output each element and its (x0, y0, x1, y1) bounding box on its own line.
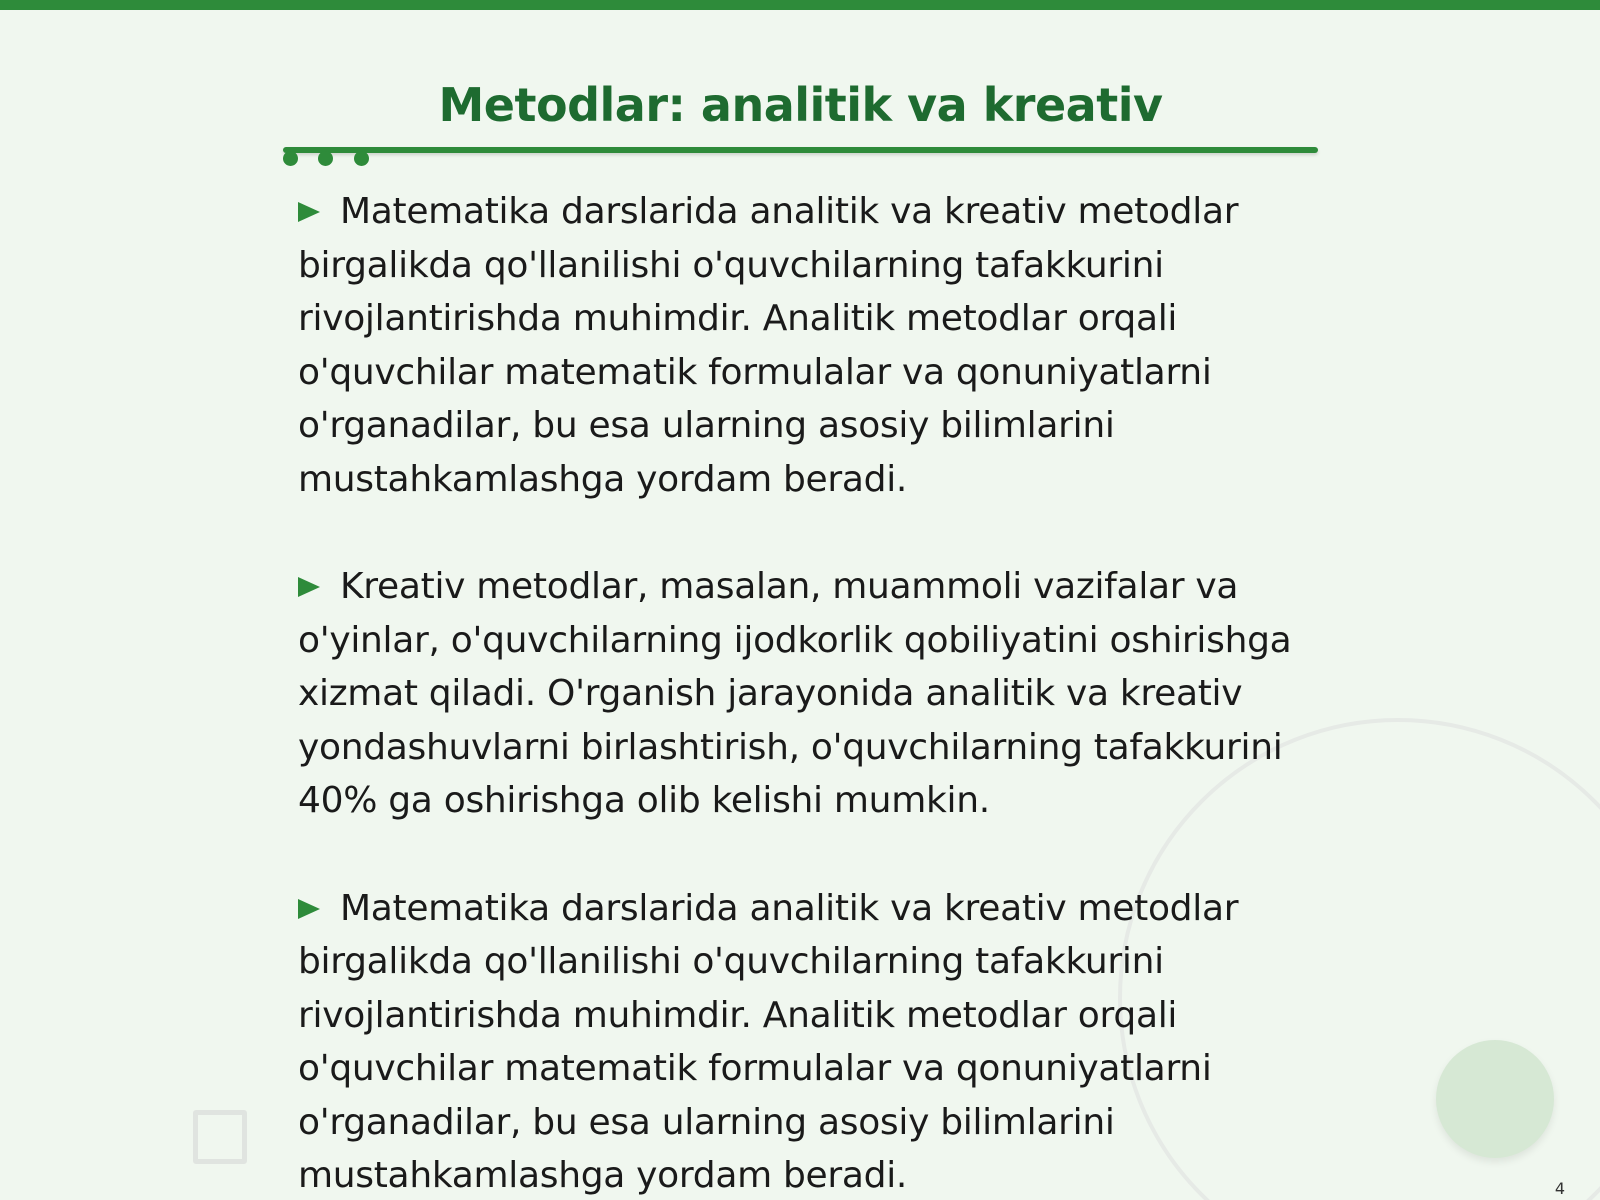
page-number: 4 (1554, 1179, 1565, 1198)
slide-title: Metodlar: analitik va kreativ (438, 78, 1163, 132)
triangle-right-icon (298, 577, 320, 597)
bullet-item (298, 882, 1308, 1200)
bullet-text: Kreativ metodlar, masalan, muammoli vazifalar va o'yinlar, o'quvchilarning ijodkorlik qobiliyatini oshirishga xizmat qiladi. O'rganish jarayonida analitik va kreativ yondashuvlarni birlashtirish, o'quvchilarning tafakkurini 40% ga oshirishga olib kelishi mumkin. (298, 566, 1292, 821)
bullet-text: Matematika darslarida analitik va kreativ metodlar birgalikda qo'llanilishi o'quvchilarning tafakkurini rivojlantirishda muhimdir. Analitik metodlar orqali o'quvchilar matematik formulalar va qonuniyatlarni o'rganadilar, bu esa ularning asosiy bilimlarini mustahkamlashga yordam beradi. (298, 191, 1239, 500)
triangle-right-icon (298, 899, 320, 919)
decorative-dot (318, 151, 333, 166)
decorative-dot (354, 151, 369, 166)
triangle-right-icon (298, 202, 320, 222)
top-accent-bar (0, 0, 1600, 10)
bullet-item (298, 560, 1308, 828)
title-underline (283, 147, 1318, 153)
bullet-list (298, 185, 1308, 1200)
bullet-item (298, 185, 1308, 506)
decorative-circle (1436, 1040, 1554, 1158)
decorative-square (193, 1110, 247, 1164)
decorative-dot (283, 151, 298, 166)
bullet-text: Matematika darslarida analitik va kreativ metodlar birgalikda qo'llanilishi o'quvchilarning tafakkurini rivojlantirishda muhimdir. Analitik metodlar orqali o'quvchilar matematik formulalar va qonuniyatlarni o'rganadilar, bu esa ularning asosiy bilimlarini mustahkamlashga yordam beradi. (298, 887, 1239, 1196)
